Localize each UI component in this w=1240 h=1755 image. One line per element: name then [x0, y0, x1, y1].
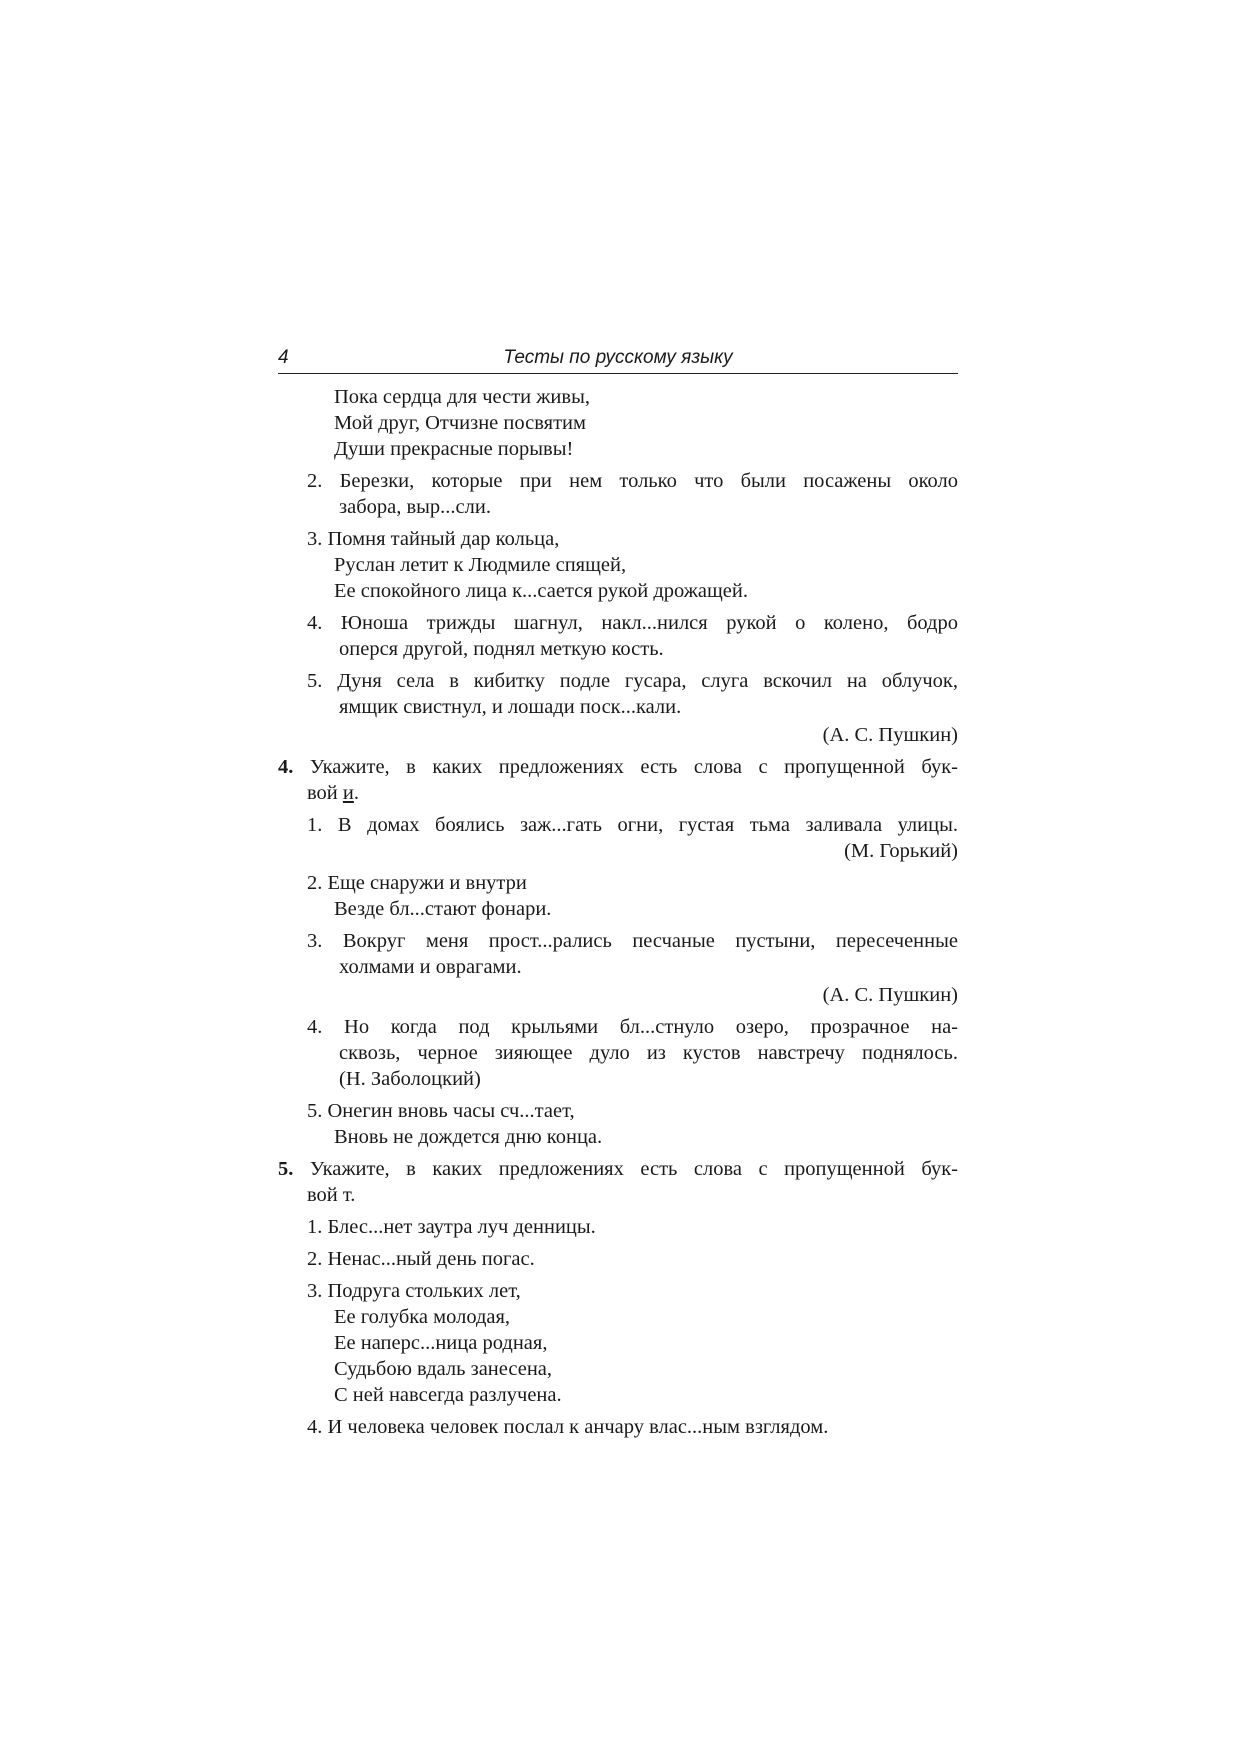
item-text: 3. Помня тайный дар кольца, — [307, 528, 560, 550]
item-text: 1. В домах боялись заж...гать огни, густая тьма заливала улицы. — [307, 814, 958, 836]
item-number: 1. — [307, 1216, 323, 1238]
item-number: 2. — [307, 1248, 323, 1270]
verse-line: Души прекрасные порывы! — [334, 438, 574, 460]
item-number: 3. — [307, 930, 323, 952]
item-text: холмами и оврагами. — [339, 956, 522, 978]
item-number: 2. — [307, 872, 323, 894]
underlined-letter: и — [342, 782, 354, 804]
item-number: 4. — [307, 1016, 323, 1038]
task3-item-2 — [278, 468, 958, 520]
page-content — [278, 374, 958, 1440]
item-text: 3. Вокруг меня прост...рались песчаные пустыни, пересеченные — [307, 930, 958, 952]
verse-line: Ее наперс...ница родная, — [334, 1332, 548, 1354]
item-text: 3. Подруга стольких лет, — [307, 1280, 521, 1302]
author-attribution: (А. С. Пушкин) — [822, 984, 958, 1006]
item-text: оперся другой, поднял меткую кость. — [339, 638, 664, 660]
item-number: 4. — [307, 1416, 323, 1438]
verse-line: Судьбою вдаль занесена, — [334, 1358, 553, 1380]
author-attribution: (Н. Заболоцкий) — [339, 1068, 481, 1090]
book-page — [278, 345, 958, 1440]
verse-line: Везде бл...стают фонари. — [334, 898, 552, 920]
task3-item-3 — [278, 526, 958, 604]
task-4 — [278, 754, 958, 806]
task3-item-5 — [278, 668, 958, 720]
item-text: 5. Онегин вновь часы сч...тает, — [307, 1100, 575, 1122]
item-text: 2. Ненас...ный день погас. — [307, 1248, 535, 1270]
item-text: 4. Но когда под крыльями бл...стнуло озеро, прозрачное на- — [307, 1016, 959, 1038]
item-text: 4. И человека человек послал к анчару влас...ным взглядом. — [307, 1416, 829, 1438]
item-text: сквозь, черное зияющее дуло из кустов навстречу поднялось. — [339, 1042, 958, 1064]
author-attribution: (М. Горький) — [844, 840, 958, 862]
item-text: 4. Юноша трижды шагнул, накл...нился рукой о колено, бодро — [307, 612, 958, 634]
item-number: 5. — [307, 1100, 323, 1122]
task-prompt-cont: вой и. — [307, 782, 359, 804]
task4-item-1 — [278, 812, 958, 838]
running-head — [278, 345, 958, 374]
task-prompt-cont: вой т. — [307, 1184, 356, 1206]
verse-line: Ее голубка молодая, — [334, 1306, 511, 1328]
running-title: Тесты по русскому языку — [503, 347, 733, 368]
task5-item-1 — [278, 1214, 958, 1240]
task-number: 5. — [278, 1158, 294, 1180]
item-number: 3. — [307, 528, 323, 550]
task4-item-3 — [278, 928, 958, 980]
verse-line: Пока сердца для чести живы, — [334, 386, 590, 408]
item-text: 2. Березки, которые при нем только что были посажены около — [307, 470, 958, 492]
verse-line: Вновь не дождется дню конца. — [334, 1126, 603, 1148]
item-number: 5. — [307, 670, 323, 692]
task-number: 4. — [278, 756, 294, 778]
task5-item-2 — [278, 1246, 958, 1272]
item-number: 2. — [307, 470, 323, 492]
verse-line: Мой друг, Отчизне посвятим — [334, 412, 586, 434]
task5-item-4 — [278, 1414, 958, 1440]
item-number: 3. — [307, 1280, 323, 1302]
verse-line: Руслан летит к Людмиле спящей, — [334, 554, 627, 576]
item-text: забора, выр...сли. — [339, 496, 491, 518]
task5-item-3 — [278, 1278, 958, 1408]
task4-item-2 — [278, 870, 958, 922]
task4-item-5 — [278, 1098, 958, 1150]
item-number: 1. — [307, 814, 323, 836]
item-text: 2. Еще снаружи и внутри — [307, 872, 527, 894]
verse-line: Ее спокойного лица к...сается рукой дрожащей. — [334, 580, 748, 602]
item-number: 4. — [307, 612, 323, 634]
task3-item-4 — [278, 610, 958, 662]
verse-line: С ней навсегда разлучена. — [334, 1384, 562, 1406]
page-number: 4 — [278, 347, 289, 368]
task4-item-4 — [278, 1014, 958, 1092]
intro-verse — [278, 384, 958, 462]
task-5 — [278, 1156, 958, 1208]
task-prompt: 4. Укажите, в каких предложениях есть слова с пропущенной бук- — [278, 756, 959, 778]
item-text: 5. Дуня села в кибитку подле гусара, слуга вскочил на облучок, — [307, 670, 958, 692]
item-text: 1. Блес...нет заутра луч денницы. — [307, 1216, 596, 1238]
item-text: ямщик свистнул, и лошади поск...кали. — [339, 696, 682, 718]
task-prompt: 5. Укажите, в каких предложениях есть слова с пропущенной бук- — [278, 1158, 959, 1180]
author-attribution: (А. С. Пушкин) — [822, 724, 958, 746]
